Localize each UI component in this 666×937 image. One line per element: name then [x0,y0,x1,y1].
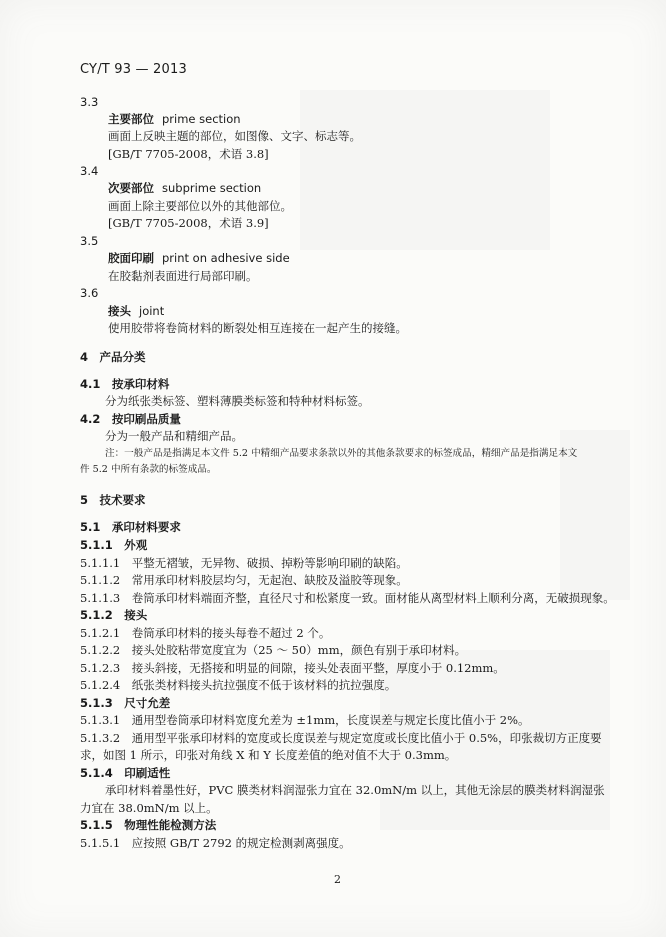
term-chinese: 接头 [108,304,131,318]
paragraph: 5.1.1.3 卷筒承印材料端面齐整，直径尺寸和松紧度一致。面材能从离型材料上顺利分离，无破损现象。 [80,591,615,605]
term-english: subprime section [162,181,262,195]
term-heading [108,112,241,126]
term-definition: 画面上反映主题的部位，如图像、文字、标志等。 [108,129,361,143]
subsection-heading: 5.1.1 外观 [80,538,148,552]
section-heading: 5 技术要求 [80,493,146,507]
paragraph: 5.1.2.1 卷筒承印材料的接头每卷不超过 2 个。 [80,626,331,640]
document-header: CY/T 93 — 2013 [80,62,187,77]
paragraph: 5.1.3.1 通用型卷筒承印材料宽度允差为 ±1mm，长度误差与规定长度比值小于 2%。 [80,713,530,727]
paragraph: 承印材料着墨性好，PVC 膜类材料润湿张力宜在 32.0mN/m 以上，其他无涂层的膜类材料润湿张 [105,783,605,797]
term-heading [108,251,290,265]
term-reference: [GB/T 7705-2008，术语 3.8] [108,147,269,161]
term-chinese: 主要部位 [108,112,154,126]
term-chinese: 胶面印刷 [108,251,154,265]
paragraph: 5.1.2.4 纸张类材料接头抗拉强度不低于该材料的抗拉强度。 [80,678,397,692]
term-definition: 使用胶带将卷筒材料的断裂处相互连接在一起产生的接缝。 [108,321,407,335]
clause-number: 3.5 [80,234,99,248]
paragraph: 分为一般产品和精细产品。 [105,429,243,443]
term-english: joint [139,304,165,318]
subsection-heading: 4.1 按承印材料 [80,377,170,391]
paragraph: 5.1.1.1 平整无褶皱，无异物、破损、掉粉等影响印刷的缺陷。 [80,556,408,570]
term-chinese: 次要部位 [108,181,154,195]
paragraph: 5.1.3.2 通用型平张承印材料的宽度或长度误差与规定宽度或长度比值小于 0.5%，印张裁切方正度要 [80,731,602,745]
term-reference: [GB/T 7705-2008，术语 3.9] [108,216,269,230]
subsection-heading: 5.1.3 尺寸允差 [80,696,171,710]
term-english: print on adhesive side [162,251,290,265]
paragraph: 力宜在 38.0mN/m 以上。 [80,801,218,815]
clause-number: 3.6 [80,286,99,300]
term-heading [108,181,261,195]
paragraph: 5.1.1.2 常用承印材料胶层均匀，无起泡、缺胶及溢胶等现象。 [80,573,408,587]
term-english: prime section [162,112,241,126]
subsection-heading: 5.1.4 印刷适性 [80,766,171,780]
subsection-heading: 4.2 按印刷品质量 [80,412,181,426]
clause-number: 3.3 [80,95,99,109]
term-definition: 在胶黏剂表面进行局部印刷。 [108,269,258,283]
note-line: 注：一般产品是指满足本文件 5.2 中精细产品要求条款以外的其他条款要求的标签成品，精细产品是指满足本文 [105,448,578,459]
paragraph: 求，如图 1 所示，印张对角线 X 和 Y 长度差值的绝对值不大于 0.3mm。 [80,748,457,762]
subsection-heading: 5.1 承印材料要求 [80,520,181,534]
paragraph: 5.1.2.3 接头斜接，无搭接和明显的间隙，接头处表面平整，厚度小于 0.12mm。 [80,661,505,675]
subsection-heading: 5.1.5 物理性能检测方法 [80,818,217,832]
section-heading: 4 产品分类 [80,350,146,364]
note-line: 件 5.2 中所有条款的标签成品。 [80,464,217,475]
paragraph: 分为纸张类标签、塑料薄膜类标签和特种材料标签。 [105,394,370,408]
clause-number: 3.4 [80,164,99,178]
paragraph: 5.1.5.1 应按照 GB/T 2792 的规定检测剥离强度。 [80,836,351,850]
paragraph: 5.1.2.2 接头处胶粘带宽度宜为（25 ～ 50）mm，颜色有别于承印材料。 [80,643,467,657]
term-definition: 画面上除主要部位以外的其他部位。 [108,199,292,213]
subsection-heading: 5.1.2 接头 [80,608,148,622]
term-heading [108,304,164,318]
page-number: 2 [334,873,341,886]
show-through-artifact [300,90,550,250]
